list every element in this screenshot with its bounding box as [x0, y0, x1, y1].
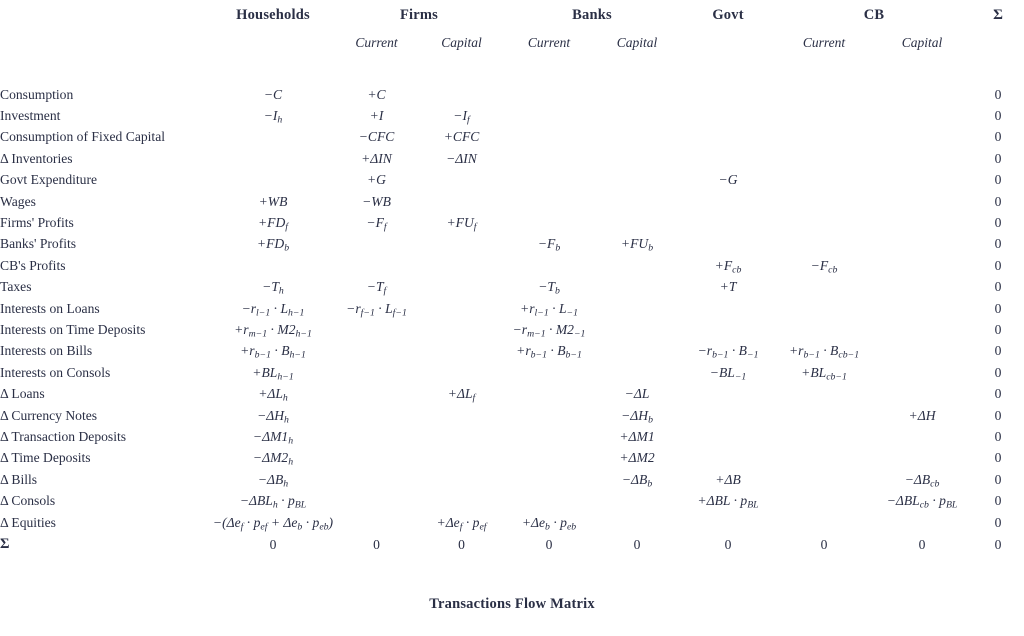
row-label: CB's Profits [0, 257, 66, 273]
cell-households: $-I_h$ [263, 108, 283, 126]
cell-banks-current [504, 148, 594, 169]
cell-firms-capital [419, 298, 504, 319]
cell-firms-capital [419, 191, 504, 212]
cell-cb-capital [872, 319, 972, 340]
cell-sigma: 0 [994, 493, 1002, 509]
cell-govt [680, 191, 776, 212]
cell-cb-current [776, 127, 872, 148]
table-row [0, 405, 1024, 426]
cell-firms-current: $-T_f$ [366, 279, 387, 297]
cell-banks-capital: +ΔM1 [619, 428, 655, 444]
cell-banks-capital [594, 490, 680, 511]
cell-govt: $-BL_{-1}$ [709, 364, 747, 383]
cell-cb-current [776, 383, 872, 404]
row-label: Taxes [0, 279, 32, 295]
cell-banks-capital [594, 362, 680, 383]
header-spacer-row [0, 56, 1024, 84]
header-corner-blank [0, 0, 212, 30]
cell-firms-capital: $-I_f$ [453, 108, 470, 126]
cell-cb-current [776, 405, 872, 426]
cell-banks-capital: $-\Delta B_b$ [621, 471, 653, 490]
cell-cb-capital [872, 426, 972, 447]
cell-govt [680, 319, 776, 340]
table-row [0, 448, 1024, 469]
cell-cb-current: 0 [820, 536, 828, 552]
row-label: Interests on Consols [0, 364, 111, 380]
cell-govt: $-r_{b-1} \cdot B_{-1}$ [697, 343, 759, 362]
cell-firms-capital [419, 469, 504, 490]
cell-households: $+FD_f$ [257, 215, 289, 233]
cell-sigma: 0 [994, 450, 1002, 466]
row-label: Δ Consols [0, 493, 56, 509]
row-label: Govt Expenditure [0, 172, 98, 188]
cell-firms-current [334, 383, 419, 404]
table-row [0, 341, 1024, 362]
cell-banks-current: $+\Delta e_b \cdot p_{eb}$ [521, 514, 577, 533]
cell-firms-capital: $+FU_f$ [446, 215, 477, 233]
cell-cb-capital: +ΔH [908, 407, 936, 423]
row-label: Consumption [0, 86, 74, 102]
cell-govt [680, 448, 776, 469]
cell-households [212, 170, 334, 191]
cell-firms-current [334, 234, 419, 255]
subheader-cb-current: Current [802, 35, 846, 50]
row-label: Δ Transaction Deposits [0, 428, 127, 444]
cell-households: $-\Delta M2_h$ [252, 450, 294, 469]
cell-firms-current: $-F_f$ [366, 215, 387, 233]
row-label: Δ Time Deposits [0, 450, 91, 466]
cell-banks-current [504, 426, 594, 447]
cell-cb-current [776, 426, 872, 447]
cell-sigma: 0 [994, 536, 1002, 552]
table-body [0, 84, 1024, 556]
cell-sigma: 0 [994, 407, 1002, 423]
cell-firms-current [334, 469, 419, 490]
cell-households: $-r_{l-1} \cdot L_{h-1}$ [241, 300, 305, 319]
cell-govt [680, 105, 776, 126]
cell-cb-capital [872, 362, 972, 383]
cell-banks-capital [594, 298, 680, 319]
cell-banks-current [504, 170, 594, 191]
cell-banks-capital [594, 277, 680, 298]
cell-banks-current [504, 105, 594, 126]
cell-govt: $+\Delta BL \cdot p_{BL}$ [697, 493, 759, 511]
table-row [0, 319, 1024, 340]
row-label: Interests on Bills [0, 343, 93, 359]
header-group-row [0, 0, 1024, 30]
cell-households: $+r_{m-1} \cdot M2_{h-1}$ [234, 321, 312, 340]
cell-sigma: 0 [994, 86, 1002, 102]
cell-sigma: 0 [994, 279, 1002, 295]
cell-banks-capital [594, 105, 680, 126]
cell-firms-capital [419, 362, 504, 383]
cell-banks-capital: $-\Delta H_b$ [621, 407, 653, 426]
table-row [0, 298, 1024, 319]
cell-banks-capital [594, 191, 680, 212]
cell-banks-capital [594, 170, 680, 191]
cell-cb-capital [872, 277, 972, 298]
table-row [0, 191, 1024, 212]
cell-sigma: 0 [994, 215, 1002, 231]
cell-banks-capital [594, 127, 680, 148]
table-row [0, 469, 1024, 490]
cell-sigma: 0 [994, 386, 1002, 402]
cell-firms-capital [419, 405, 504, 426]
cell-households: $-T_h$ [262, 279, 284, 297]
cell-cb-current [776, 212, 872, 233]
cell-sigma: 0 [994, 236, 1002, 252]
cell-households: $+FD_b$ [256, 236, 290, 255]
cell-banks-current [504, 490, 594, 511]
cell-firms-current: +C [367, 86, 386, 102]
row-label: Banks' Profits [0, 236, 77, 252]
cell-banks-capital [594, 84, 680, 105]
cell-firms-current [334, 426, 419, 447]
row-label: Δ Bills [0, 471, 38, 487]
cell-firms-capital [419, 84, 504, 105]
cell-households: $+BL_{h-1}$ [252, 364, 294, 383]
cell-cb-capital [872, 105, 972, 126]
cell-firms-current [334, 319, 419, 340]
cell-govt [680, 298, 776, 319]
cell-banks-current: $+r_{l-1} \cdot L_{-1}$ [520, 300, 578, 319]
table-row [0, 490, 1024, 511]
cell-banks-capital: $+FU_b$ [620, 236, 654, 255]
cell-banks-current [504, 405, 594, 426]
cell-cb-capital: 0 [918, 536, 926, 552]
header-subgroup-row [0, 30, 1024, 56]
cell-cb-current [776, 512, 872, 533]
cell-banks-capital: +ΔM2 [619, 450, 655, 466]
cell-cb-capital [872, 191, 972, 212]
cell-banks-capital [594, 212, 680, 233]
header-firms: Firms [399, 6, 439, 23]
cell-govt: +ΔB [715, 471, 741, 487]
cell-cb-capital: $-\Delta BL_{cb} \cdot p_{BL}$ [886, 493, 958, 511]
row-label: Δ Inventories [0, 150, 73, 166]
cell-sigma: 0 [994, 428, 1002, 444]
cell-firms-current: $-r_{f-1} \cdot L_{f-1}$ [346, 300, 407, 319]
cell-sigma: 0 [994, 321, 1002, 337]
cell-cb-capital [872, 170, 972, 191]
cell-firms-current [334, 255, 419, 276]
cell-firms-current: −CFC [358, 129, 395, 145]
cell-firms-capital [419, 341, 504, 362]
cell-govt: +T [719, 279, 737, 295]
cell-cb-current [776, 148, 872, 169]
cell-firms-current [334, 448, 419, 469]
cell-banks-current [504, 84, 594, 105]
cell-sigma: 0 [994, 172, 1002, 188]
cell-banks-capital [594, 148, 680, 169]
cell-sigma: 0 [994, 129, 1002, 145]
table-row [0, 84, 1024, 105]
cell-govt [680, 148, 776, 169]
table-row [0, 512, 1024, 533]
cell-banks-current [504, 212, 594, 233]
header-households: Households [236, 6, 310, 23]
row-label: Σ [0, 536, 10, 553]
cell-banks-capital [594, 255, 680, 276]
table-row [0, 255, 1024, 276]
cell-cb-current [776, 84, 872, 105]
cell-households [212, 255, 334, 276]
cell-households: $+\Delta L_h$ [258, 386, 288, 404]
cell-banks-current [504, 469, 594, 490]
cell-banks-current [504, 362, 594, 383]
cell-banks-capital: 0 [633, 536, 641, 552]
subheader-blank-households [212, 30, 334, 56]
subheader-blank-label [0, 30, 212, 56]
table-row [0, 105, 1024, 126]
cell-cb-current [776, 105, 872, 126]
cell-firms-current [334, 512, 419, 533]
subheader-firms-current: Current [355, 35, 398, 50]
cell-cb-current: $-F_{cb}$ [810, 257, 838, 276]
cell-sigma: 0 [994, 343, 1002, 359]
cell-cb-current [776, 277, 872, 298]
cell-cb-capital [872, 255, 972, 276]
cell-firms-current [334, 405, 419, 426]
row-label: Consumption of Fixed Capital [0, 129, 166, 145]
cell-firms-capital [419, 426, 504, 447]
cell-cb-capital: $-\Delta B_{cb}$ [904, 471, 940, 490]
cell-firms-capital [419, 255, 504, 276]
cell-banks-capital [594, 319, 680, 340]
cell-firms-current: 0 [373, 536, 380, 552]
cell-banks-capital: −ΔL [624, 386, 650, 402]
cell-banks-current [504, 383, 594, 404]
cell-firms-capital: 0 [458, 536, 465, 552]
cell-cb-capital [872, 298, 972, 319]
cell-sigma: 0 [994, 364, 1002, 380]
cell-sigma: 0 [994, 108, 1002, 124]
table-row [0, 426, 1024, 447]
cell-cb-current [776, 170, 872, 191]
cell-cb-current: $+r_{b-1} \cdot B_{cb-1}$ [788, 343, 860, 362]
subheader-banks-capital: Capital [616, 35, 658, 50]
cell-firms-capital [419, 448, 504, 469]
cell-govt [680, 383, 776, 404]
cell-cb-current [776, 490, 872, 511]
cell-households: −C [263, 86, 283, 102]
subheader-blank-govt [680, 30, 776, 56]
cell-sigma: 0 [994, 257, 1002, 273]
table-row [0, 170, 1024, 191]
cell-cb-capital [872, 84, 972, 105]
cell-banks-current [504, 127, 594, 148]
cell-firms-capital [419, 234, 504, 255]
cell-firms-current [334, 341, 419, 362]
subheader-firms-capital: Capital [441, 35, 482, 50]
header-spacer-cell [0, 56, 1024, 84]
cell-firms-capital: $+\Delta L_f$ [447, 386, 476, 404]
figure-caption: Transactions Flow Matrix [429, 596, 595, 612]
cell-firms-current: −WB [362, 193, 391, 209]
cell-firms-current: +G [366, 172, 386, 188]
cell-cb-capital [872, 512, 972, 533]
cell-govt [680, 127, 776, 148]
cell-cb-capital [872, 383, 972, 404]
row-label: Δ Equities [0, 514, 56, 530]
cell-banks-capital [594, 512, 680, 533]
cell-banks-current [504, 255, 594, 276]
cell-firms-capital: −ΔIN [446, 150, 477, 166]
subheader-banks-current: Current [527, 35, 571, 50]
cell-cb-capital [872, 212, 972, 233]
table-row [0, 362, 1024, 383]
cell-cb-current [776, 298, 872, 319]
cell-sigma: 0 [994, 471, 1002, 487]
row-label: Investment [0, 108, 61, 124]
cell-households: $-\Delta H_h$ [257, 407, 289, 426]
cell-households: $-\Delta B_h$ [257, 471, 289, 490]
row-label: Interests on Loans [0, 300, 100, 316]
cell-households: $-(\Delta e_f \cdot p_{ef} + \Delta e_b \cdot p_{eb})$ [212, 514, 334, 533]
row-label: Δ Loans [0, 386, 45, 402]
cell-banks-current: $-r_{m-1} \cdot M2_{-1}$ [512, 321, 586, 340]
cell-cb-capital [872, 448, 972, 469]
cell-banks-current: $-T_b$ [538, 279, 560, 297]
table-header [0, 0, 1024, 84]
cell-banks-current: $+r_{b-1} \cdot B_{b-1}$ [516, 343, 582, 362]
header-banks: Banks [572, 6, 612, 23]
cell-firms-current [334, 362, 419, 383]
table-row [0, 277, 1024, 298]
cell-households: $+r_{b-1} \cdot B_{h-1}$ [240, 343, 306, 362]
cell-firms-capital: $+\Delta e_f \cdot p_{ef}$ [436, 514, 487, 533]
header-sigma: Σ [993, 6, 1003, 23]
cell-cb-current [776, 469, 872, 490]
cell-cb-capital [872, 341, 972, 362]
table-row [0, 212, 1024, 233]
cell-firms-capital [419, 490, 504, 511]
cell-sigma: 0 [994, 300, 1002, 316]
cell-firms-capital: +CFC [443, 129, 480, 145]
table-row [0, 234, 1024, 255]
cell-households: 0 [269, 536, 277, 552]
cell-govt [680, 405, 776, 426]
cell-banks-current: $-F_b$ [537, 236, 561, 255]
subheader-blank-sigma [972, 30, 1024, 56]
cell-households [212, 127, 334, 148]
header-govt: Govt [712, 6, 744, 23]
cell-govt: 0 [724, 536, 732, 552]
cell-cb-current [776, 448, 872, 469]
cell-sigma: 0 [994, 150, 1002, 166]
row-label: Interests on Time Deposits [0, 321, 146, 337]
cell-govt [680, 426, 776, 447]
subheader-cb-capital: Capital [901, 35, 943, 50]
cell-cb-capital [872, 148, 972, 169]
cell-cb-current: $+BL_{cb-1}$ [801, 364, 847, 383]
cell-banks-current [504, 191, 594, 212]
cell-firms-capital [419, 319, 504, 340]
cell-govt [680, 84, 776, 105]
cell-households: $-\Delta BL_h \cdot p_{BL}$ [239, 493, 307, 511]
header-cb: CB [863, 6, 885, 23]
cell-govt: −G [718, 172, 738, 188]
cell-firms-capital [419, 170, 504, 191]
cell-banks-current: 0 [545, 536, 553, 552]
cell-banks-capital [594, 341, 680, 362]
table-total-row [0, 533, 1024, 556]
table-row [0, 148, 1024, 169]
cell-firms-current: +ΔIN [361, 150, 392, 166]
cell-cb-capital [872, 127, 972, 148]
cell-govt [680, 212, 776, 233]
cell-households: +WB [258, 193, 288, 209]
cell-cb-current [776, 319, 872, 340]
cell-sigma: 0 [994, 193, 1002, 209]
row-label: Wages [0, 193, 36, 209]
cell-govt: $+F_{cb}$ [714, 257, 742, 276]
table-row [0, 383, 1024, 404]
row-label: Firms' Profits [0, 215, 74, 231]
cell-cb-current [776, 234, 872, 255]
cell-govt [680, 234, 776, 255]
cell-cb-capital [872, 234, 972, 255]
cell-sigma: 0 [994, 514, 1002, 530]
cell-govt [680, 512, 776, 533]
cell-households [212, 148, 334, 169]
cell-firms-current [334, 490, 419, 511]
row-label: Δ Currency Notes [0, 407, 98, 423]
cell-households: $-\Delta M1_h$ [252, 428, 294, 447]
cell-banks-current [504, 448, 594, 469]
cell-cb-current [776, 191, 872, 212]
cell-firms-capital [419, 277, 504, 298]
cell-firms-current: +I [369, 108, 384, 124]
table-row [0, 127, 1024, 148]
